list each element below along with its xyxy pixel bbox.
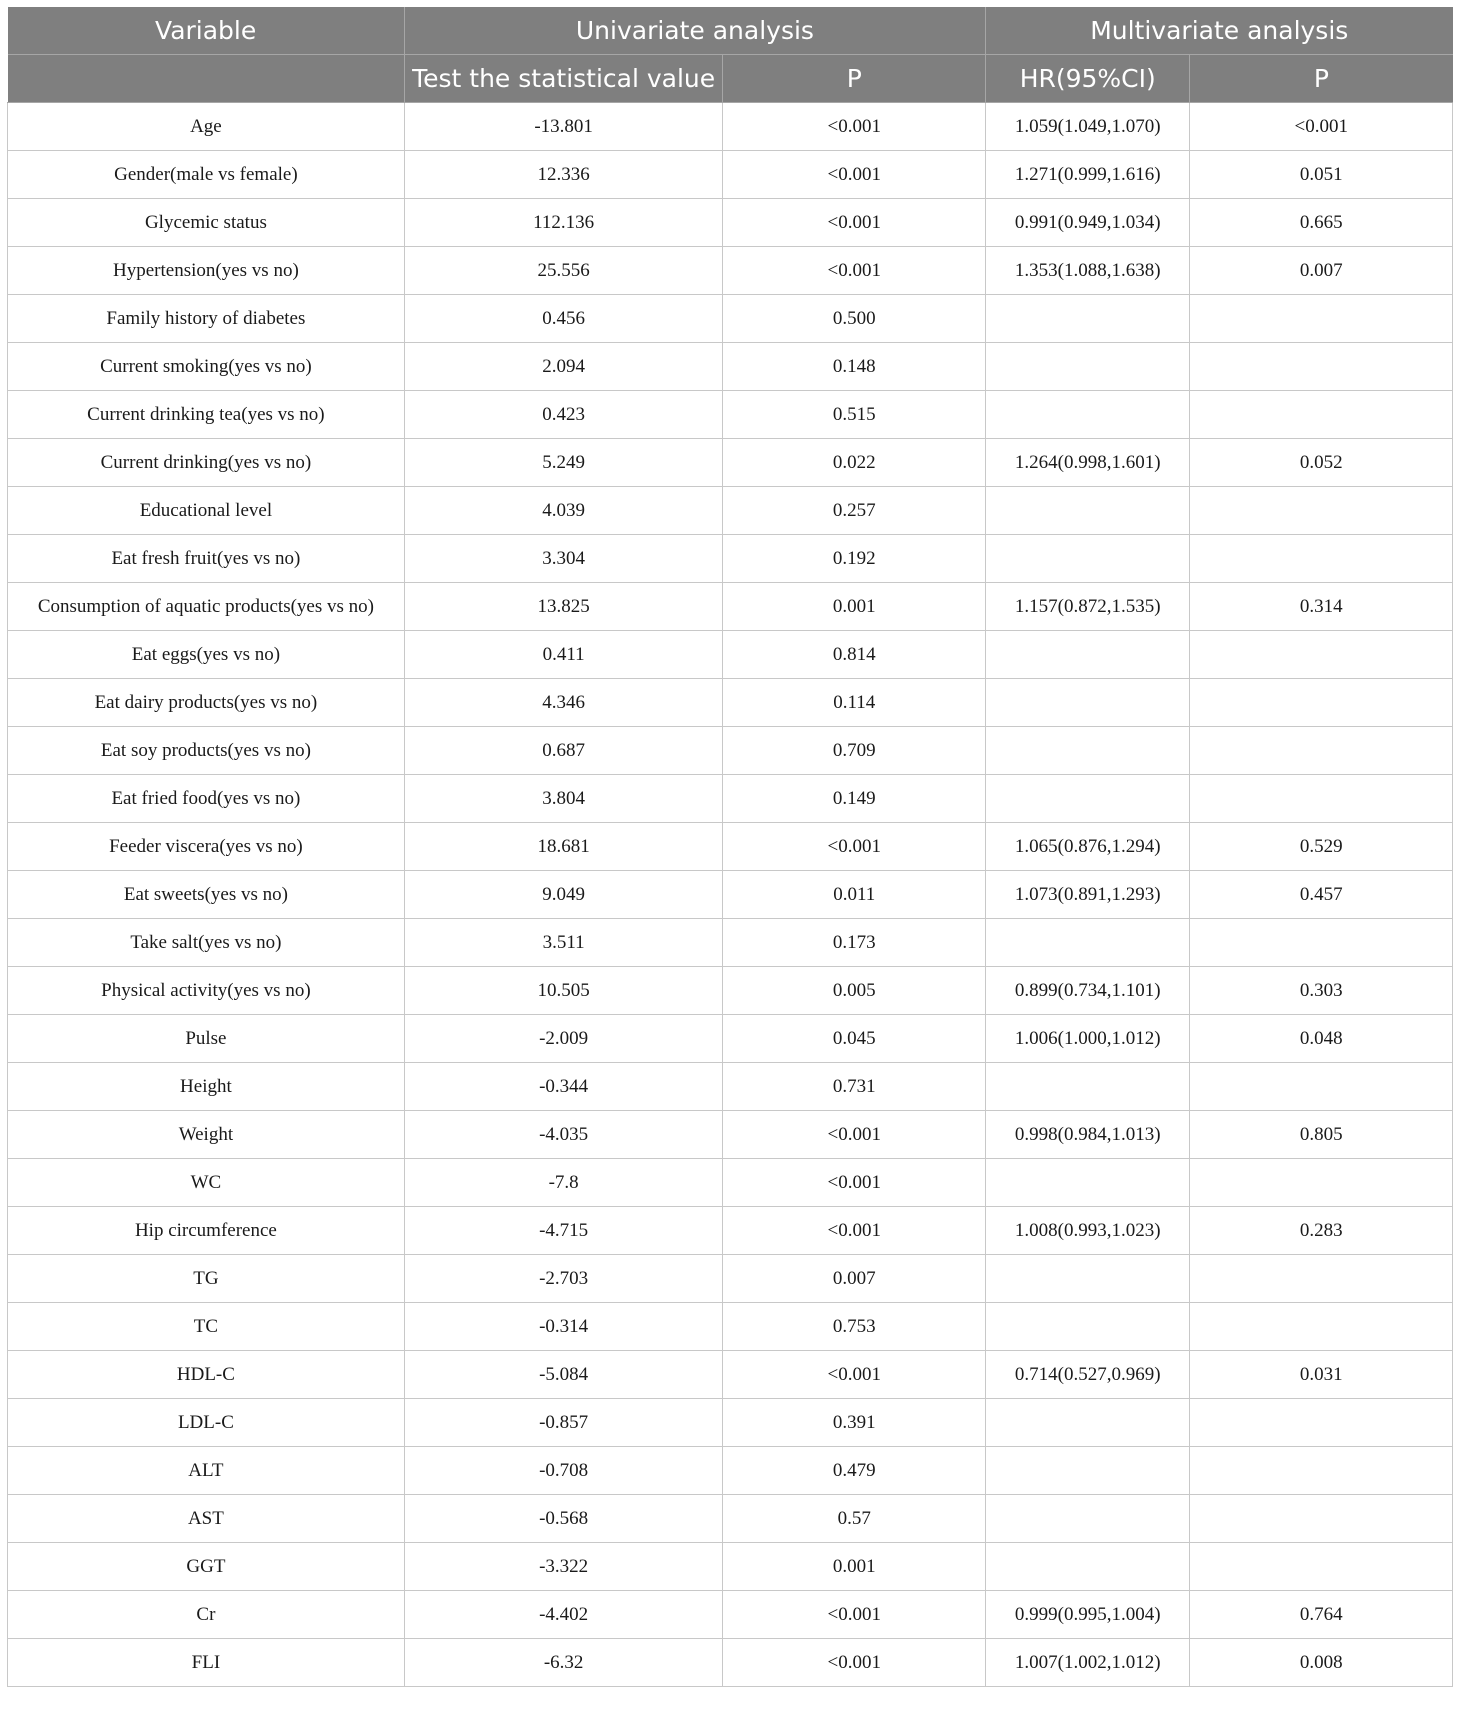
header-test-stat: Test the statistical value xyxy=(404,55,723,103)
table-row xyxy=(8,343,1453,391)
cell-p-multivariate: 0.048 xyxy=(1190,1015,1453,1063)
cell-p-univariate: 0.814 xyxy=(723,631,986,679)
cell-p-univariate: 0.007 xyxy=(723,1255,986,1303)
table-row xyxy=(8,919,1453,967)
cell-p-univariate: <0.001 xyxy=(723,1207,986,1255)
cell-variable: Educational level xyxy=(8,487,405,535)
cell-test-stat: -0.708 xyxy=(404,1447,723,1495)
cell-variable: Current smoking(yes vs no) xyxy=(8,343,405,391)
cell-variable: Physical activity(yes vs no) xyxy=(8,967,405,1015)
cell-variable: Take salt(yes vs no) xyxy=(8,919,405,967)
cell-p-univariate: 0.257 xyxy=(723,487,986,535)
cell-p-multivariate: 0.764 xyxy=(1190,1591,1453,1639)
cell-test-stat: -2.009 xyxy=(404,1015,723,1063)
cell-test-stat: -5.084 xyxy=(404,1351,723,1399)
cell-hr xyxy=(986,535,1190,583)
cell-variable: TG xyxy=(8,1255,405,1303)
cell-hr: 1.008(0.993,1.023) xyxy=(986,1207,1190,1255)
table-row xyxy=(8,1063,1453,1111)
header-p-multivariate: P xyxy=(1190,55,1453,103)
cell-p-multivariate: 0.303 xyxy=(1190,967,1453,1015)
table-row xyxy=(8,727,1453,775)
cell-hr: 1.353(1.088,1.638) xyxy=(986,247,1190,295)
table-row xyxy=(8,1159,1453,1207)
cell-hr xyxy=(986,727,1190,775)
cell-p-multivariate xyxy=(1190,535,1453,583)
cell-p-multivariate xyxy=(1190,679,1453,727)
cell-hr xyxy=(986,487,1190,535)
cell-p-multivariate: 0.008 xyxy=(1190,1639,1453,1687)
cell-p-univariate: <0.001 xyxy=(723,199,986,247)
cell-hr xyxy=(986,1303,1190,1351)
table-row xyxy=(8,103,1453,151)
cell-p-univariate: 0.753 xyxy=(723,1303,986,1351)
cell-p-univariate: 0.192 xyxy=(723,535,986,583)
cell-test-stat: -6.32 xyxy=(404,1639,723,1687)
cell-variable: Family history of diabetes xyxy=(8,295,405,343)
cell-test-stat: 12.336 xyxy=(404,151,723,199)
table-row xyxy=(8,1303,1453,1351)
header-univariate: Univariate analysis xyxy=(404,7,985,55)
cell-p-univariate: 0.500 xyxy=(723,295,986,343)
header-hr: HR(95%CI) xyxy=(986,55,1190,103)
cell-variable: GGT xyxy=(8,1543,405,1591)
cell-test-stat: 3.804 xyxy=(404,775,723,823)
table-row xyxy=(8,1543,1453,1591)
cell-p-multivariate xyxy=(1190,1159,1453,1207)
cell-p-univariate: 0.479 xyxy=(723,1447,986,1495)
cell-variable: LDL-C xyxy=(8,1399,405,1447)
cell-hr xyxy=(986,343,1190,391)
cell-hr xyxy=(986,775,1190,823)
cell-p-multivariate: 0.051 xyxy=(1190,151,1453,199)
cell-hr: 1.007(1.002,1.012) xyxy=(986,1639,1190,1687)
cell-p-multivariate: 0.052 xyxy=(1190,439,1453,487)
table-row xyxy=(8,871,1453,919)
cell-hr: 1.006(1.000,1.012) xyxy=(986,1015,1190,1063)
cell-hr: 1.073(0.891,1.293) xyxy=(986,871,1190,919)
cell-variable: Hypertension(yes vs no) xyxy=(8,247,405,295)
cell-variable: Age xyxy=(8,103,405,151)
table-row xyxy=(8,1351,1453,1399)
cell-variable: Current drinking tea(yes vs no) xyxy=(8,391,405,439)
header-row-top xyxy=(8,7,1453,55)
cell-variable: Eat sweets(yes vs no) xyxy=(8,871,405,919)
cell-p-multivariate: 0.457 xyxy=(1190,871,1453,919)
cell-p-univariate: 0.001 xyxy=(723,583,986,631)
header-row-sub xyxy=(8,55,1453,103)
cell-variable: Current drinking(yes vs no) xyxy=(8,439,405,487)
cell-p-univariate: 0.515 xyxy=(723,391,986,439)
header-p-univariate: P xyxy=(723,55,986,103)
cell-p-univariate: 0.709 xyxy=(723,727,986,775)
cell-p-multivariate xyxy=(1190,919,1453,967)
cell-test-stat: -4.035 xyxy=(404,1111,723,1159)
cell-test-stat: -2.703 xyxy=(404,1255,723,1303)
cell-hr: 0.899(0.734,1.101) xyxy=(986,967,1190,1015)
cell-test-stat: 9.049 xyxy=(404,871,723,919)
cell-p-univariate: 0.391 xyxy=(723,1399,986,1447)
cell-variable: WC xyxy=(8,1159,405,1207)
table-row xyxy=(8,631,1453,679)
cell-p-univariate: 0.731 xyxy=(723,1063,986,1111)
analysis-table xyxy=(7,7,1453,1687)
cell-variable: Cr xyxy=(8,1591,405,1639)
cell-variable: Pulse xyxy=(8,1015,405,1063)
cell-variable: Eat eggs(yes vs no) xyxy=(8,631,405,679)
table-row xyxy=(8,1015,1453,1063)
cell-p-univariate: <0.001 xyxy=(723,151,986,199)
cell-p-multivariate: 0.529 xyxy=(1190,823,1453,871)
cell-p-multivariate xyxy=(1190,1399,1453,1447)
cell-hr xyxy=(986,1063,1190,1111)
table-row xyxy=(8,1639,1453,1687)
table-row xyxy=(8,1447,1453,1495)
cell-variable: Glycemic status xyxy=(8,199,405,247)
cell-hr: 1.065(0.876,1.294) xyxy=(986,823,1190,871)
cell-hr: 1.157(0.872,1.535) xyxy=(986,583,1190,631)
cell-variable: Consumption of aquatic products(yes vs no) xyxy=(8,583,405,631)
cell-test-stat: -4.402 xyxy=(404,1591,723,1639)
cell-test-stat: -0.314 xyxy=(404,1303,723,1351)
cell-p-univariate: 0.148 xyxy=(723,343,986,391)
cell-variable: AST xyxy=(8,1495,405,1543)
cell-p-multivariate xyxy=(1190,1063,1453,1111)
table-row xyxy=(8,1495,1453,1543)
cell-p-univariate: <0.001 xyxy=(723,1591,986,1639)
cell-p-multivariate xyxy=(1190,775,1453,823)
analysis-table-container xyxy=(7,7,1453,1687)
cell-variable: ALT xyxy=(8,1447,405,1495)
table-row xyxy=(8,247,1453,295)
cell-p-univariate: <0.001 xyxy=(723,1111,986,1159)
cell-test-stat: 3.304 xyxy=(404,535,723,583)
cell-variable: Eat fresh fruit(yes vs no) xyxy=(8,535,405,583)
cell-p-univariate: 0.045 xyxy=(723,1015,986,1063)
cell-p-multivariate xyxy=(1190,631,1453,679)
cell-p-multivariate xyxy=(1190,727,1453,775)
header-variable: Variable xyxy=(8,7,405,55)
cell-p-multivariate xyxy=(1190,343,1453,391)
table-row xyxy=(8,151,1453,199)
table-row xyxy=(8,199,1453,247)
cell-test-stat: 2.094 xyxy=(404,343,723,391)
cell-variable: Eat soy products(yes vs no) xyxy=(8,727,405,775)
cell-hr: 1.059(1.049,1.070) xyxy=(986,103,1190,151)
cell-hr: 0.999(0.995,1.004) xyxy=(986,1591,1190,1639)
cell-variable: FLI xyxy=(8,1639,405,1687)
table-row xyxy=(8,1111,1453,1159)
table-row xyxy=(8,775,1453,823)
cell-p-multivariate: <0.001 xyxy=(1190,103,1453,151)
cell-p-univariate: 0.011 xyxy=(723,871,986,919)
cell-test-stat: 112.136 xyxy=(404,199,723,247)
cell-p-univariate: 0.149 xyxy=(723,775,986,823)
cell-hr: 0.991(0.949,1.034) xyxy=(986,199,1190,247)
cell-hr xyxy=(986,631,1190,679)
cell-p-multivariate xyxy=(1190,487,1453,535)
cell-test-stat: 4.039 xyxy=(404,487,723,535)
table-row xyxy=(8,1399,1453,1447)
cell-test-stat: 25.556 xyxy=(404,247,723,295)
header-variable-blank xyxy=(8,55,405,103)
cell-variable: Gender(male vs female) xyxy=(8,151,405,199)
cell-hr xyxy=(986,679,1190,727)
cell-test-stat: 13.825 xyxy=(404,583,723,631)
cell-variable: TC xyxy=(8,1303,405,1351)
cell-p-multivariate xyxy=(1190,1447,1453,1495)
cell-variable: Weight xyxy=(8,1111,405,1159)
cell-p-multivariate: 0.283 xyxy=(1190,1207,1453,1255)
table-row xyxy=(8,391,1453,439)
cell-test-stat: 4.346 xyxy=(404,679,723,727)
cell-p-univariate: <0.001 xyxy=(723,1639,986,1687)
table-row xyxy=(8,1207,1453,1255)
cell-test-stat: -4.715 xyxy=(404,1207,723,1255)
cell-hr xyxy=(986,919,1190,967)
cell-variable: Eat dairy products(yes vs no) xyxy=(8,679,405,727)
cell-hr xyxy=(986,391,1190,439)
cell-p-multivariate xyxy=(1190,391,1453,439)
cell-variable: Eat fried food(yes vs no) xyxy=(8,775,405,823)
cell-p-multivariate xyxy=(1190,295,1453,343)
cell-test-stat: -13.801 xyxy=(404,103,723,151)
cell-p-univariate: <0.001 xyxy=(723,823,986,871)
cell-hr xyxy=(986,1255,1190,1303)
table-row xyxy=(8,823,1453,871)
table-row xyxy=(8,967,1453,1015)
cell-test-stat: -3.322 xyxy=(404,1543,723,1591)
cell-p-univariate: 0.022 xyxy=(723,439,986,487)
cell-test-stat: -7.8 xyxy=(404,1159,723,1207)
table-row xyxy=(8,295,1453,343)
table-row xyxy=(8,583,1453,631)
table-row xyxy=(8,535,1453,583)
cell-hr xyxy=(986,1447,1190,1495)
table-body xyxy=(8,103,1453,1687)
cell-p-multivariate: 0.031 xyxy=(1190,1351,1453,1399)
cell-variable: Height xyxy=(8,1063,405,1111)
cell-p-multivariate: 0.007 xyxy=(1190,247,1453,295)
cell-test-stat: 0.411 xyxy=(404,631,723,679)
table-row xyxy=(8,439,1453,487)
cell-test-stat: 0.423 xyxy=(404,391,723,439)
table-row xyxy=(8,1255,1453,1303)
cell-p-univariate: <0.001 xyxy=(723,1159,986,1207)
cell-test-stat: 0.687 xyxy=(404,727,723,775)
cell-variable: Hip circumference xyxy=(8,1207,405,1255)
cell-hr xyxy=(986,1495,1190,1543)
cell-p-univariate: <0.001 xyxy=(723,103,986,151)
cell-p-multivariate: 0.805 xyxy=(1190,1111,1453,1159)
cell-p-multivariate xyxy=(1190,1543,1453,1591)
cell-p-univariate: 0.001 xyxy=(723,1543,986,1591)
table-row xyxy=(8,679,1453,727)
cell-test-stat: 10.505 xyxy=(404,967,723,1015)
cell-test-stat: -0.344 xyxy=(404,1063,723,1111)
cell-p-multivariate xyxy=(1190,1495,1453,1543)
cell-test-stat: -0.857 xyxy=(404,1399,723,1447)
cell-p-univariate: 0.114 xyxy=(723,679,986,727)
cell-p-multivariate: 0.314 xyxy=(1190,583,1453,631)
cell-p-univariate: <0.001 xyxy=(723,1351,986,1399)
cell-test-stat: -0.568 xyxy=(404,1495,723,1543)
cell-p-univariate: 0.173 xyxy=(723,919,986,967)
cell-p-multivariate xyxy=(1190,1303,1453,1351)
cell-test-stat: 3.511 xyxy=(404,919,723,967)
cell-hr: 0.714(0.527,0.969) xyxy=(986,1351,1190,1399)
cell-hr xyxy=(986,1159,1190,1207)
cell-test-stat: 5.249 xyxy=(404,439,723,487)
cell-p-univariate: 0.005 xyxy=(723,967,986,1015)
cell-hr: 0.998(0.984,1.013) xyxy=(986,1111,1190,1159)
cell-hr xyxy=(986,295,1190,343)
cell-hr xyxy=(986,1399,1190,1447)
header-multivariate: Multivariate analysis xyxy=(986,7,1453,55)
cell-hr: 1.271(0.999,1.616) xyxy=(986,151,1190,199)
cell-p-univariate: <0.001 xyxy=(723,247,986,295)
cell-test-stat: 0.456 xyxy=(404,295,723,343)
cell-p-multivariate xyxy=(1190,1255,1453,1303)
cell-variable: Feeder viscera(yes vs no) xyxy=(8,823,405,871)
cell-test-stat: 18.681 xyxy=(404,823,723,871)
cell-hr: 1.264(0.998,1.601) xyxy=(986,439,1190,487)
table-row xyxy=(8,1591,1453,1639)
cell-p-univariate: 0.57 xyxy=(723,1495,986,1543)
cell-variable: HDL-C xyxy=(8,1351,405,1399)
cell-hr xyxy=(986,1543,1190,1591)
cell-p-multivariate: 0.665 xyxy=(1190,199,1453,247)
table-row xyxy=(8,487,1453,535)
table-header xyxy=(8,7,1453,103)
